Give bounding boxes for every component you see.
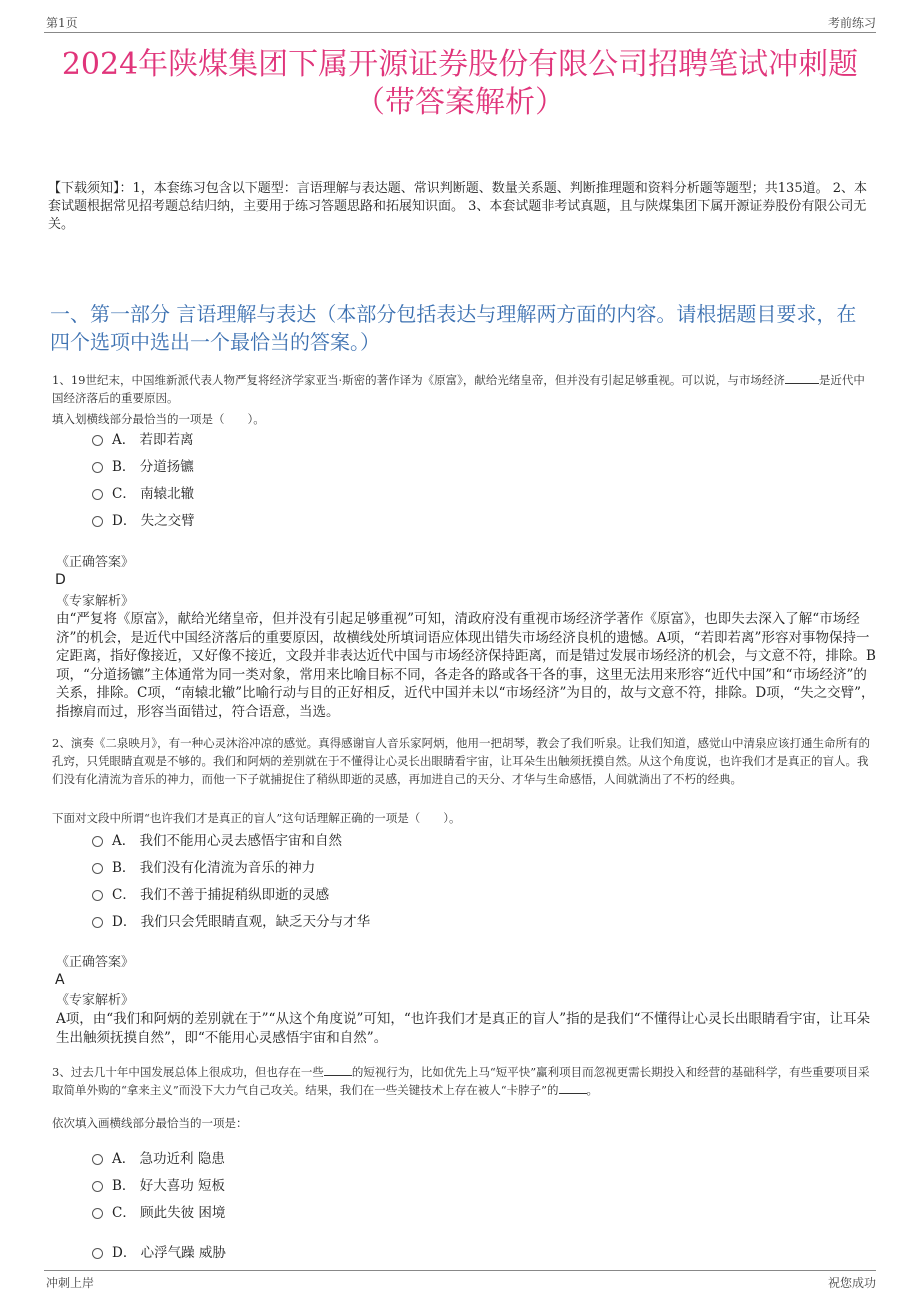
doc-title-line2: （带答案解析） xyxy=(355,85,565,120)
option-text: A． 急功近利 隐患 xyxy=(112,1151,225,1167)
option-text: B． 好大喜功 短板 xyxy=(112,1178,226,1194)
q1-option-a[interactable] xyxy=(92,431,194,449)
option-text: B． 分道扬镳 xyxy=(112,459,194,475)
doc-title-line1: 2024年陕煤集团下属开源证券股份有限公司招聘笔试冲刺题 xyxy=(61,47,859,82)
radio-icon[interactable] xyxy=(92,489,103,500)
q3-option-b[interactable] xyxy=(92,1177,225,1195)
q1-answer: D xyxy=(55,572,66,588)
q1-stem-part-a: 1、19世纪末，中国维新派代表人物严复将经济学家亚当·斯密的著作译为《原富》，献给光绪皇帝，但并没有引起足够重视。可以说，与市场经济 xyxy=(52,373,785,387)
header-divider xyxy=(44,32,876,33)
q2-analysis-label: 《专家解析》 xyxy=(56,993,135,1008)
q3-option-d[interactable] xyxy=(92,1244,226,1262)
option-text: B． 我们没有化清流为音乐的神力 xyxy=(112,860,316,876)
q1-answer-label: 《正确答案》 xyxy=(56,555,135,570)
radio-icon[interactable] xyxy=(92,836,103,847)
question-3-prompt: 依次填入画横线部分最恰当的一项是： xyxy=(52,1116,248,1130)
option-text: C． 我们不善于捕捉稍纵即逝的灵感 xyxy=(112,887,330,903)
section-heading: 一、第一部分 言语理解与表达（本部分包括表达与理解两方面的内容。请根据题目要求，在四个选项中选出一个最恰当的答案。） xyxy=(50,302,857,354)
download-notice: 【下载须知】：1，本套练习包含以下题型：言语理解与表达题、常识判断题、数量关系题、判断推理题和资料分析题等题型；共135道。 2、本套试题根据常见招考题总结归纳，主要用于练习答题思路和拓展知识面。 3、本套试题非考试真题，且与陕煤集团下属开源证券股份有限公司无关。 xyxy=(48,181,867,232)
q3-blank-2 xyxy=(559,1083,587,1094)
question-3-stem xyxy=(52,1063,876,1099)
radio-icon[interactable] xyxy=(92,1181,103,1192)
option-text: C． 顾此失彼 困境 xyxy=(112,1205,226,1221)
q3-blank-1 xyxy=(324,1065,352,1076)
radio-icon[interactable] xyxy=(92,462,103,473)
q2-analysis: A项，由“我们和阿炳的差别就在于”“从这个角度说”可知，“也许我们才是真正的盲人”指的是我们“不懂得让心灵长出眼睛看宇宙，让耳朵生出触须抚摸自然”，即“不能用心灵感悟宇宙和自然”。 xyxy=(56,1011,871,1046)
page-number: 第1页 xyxy=(46,16,78,30)
q3-stem-part-b: 的短视行为，比如优先上马“短平快”赢利项目而忽视更需长期投入和经营的基础科学，有些重要项目采取简单外购的“拿来主义”而没下大力气自己攻关。结果，我们在一些关键技术上存在被人“卡脖子”的 xyxy=(52,1065,870,1097)
q3-stem-part-c: 。 xyxy=(586,1083,599,1097)
q1-option-c[interactable] xyxy=(92,485,194,503)
q1-analysis-label: 《专家解析》 xyxy=(56,594,135,609)
radio-icon[interactable] xyxy=(92,863,103,874)
option-text: D． 心浮气躁 威胁 xyxy=(112,1245,226,1261)
q3-option-a[interactable] xyxy=(92,1150,225,1168)
q3-stem-part-a: 3、过去几十年中国发展总体上很成功，但也存在一些 xyxy=(52,1065,324,1079)
option-text: A． 若即若离 xyxy=(112,432,194,448)
radio-icon[interactable] xyxy=(92,516,103,527)
question-2-stem: 2、演奏《二泉映月》，有一种心灵沐浴冲凉的感觉。真得感谢盲人音乐家阿炳，他用一把胡琴，教会了我们听泉。让我们知道，感觉山中清泉应该打通生命所有的孔窍，只凭眼睛直观是不够的。我们和阿炳的差别就在于不懂得让心灵长出眼睛看宇宙，让耳朵生出触须抚摸自然。从这个角度说，也许我们才是真正的盲人。我们没有化清流为音乐的神力，而他一下子就捕捉住了稍纵即逝的灵感，再加进自己的天分、才华与生命感悟，人间就淌出了不朽的经典。 xyxy=(52,736,871,786)
q1-blank xyxy=(785,373,819,384)
option-text: C． 南辕北辙 xyxy=(112,486,195,502)
question-1-stem xyxy=(52,371,876,407)
q2-option-c[interactable] xyxy=(92,886,329,904)
q2-option-a[interactable] xyxy=(92,832,342,850)
q1-analysis: 由“严复将《原富》，献给光绪皇帝，但并没有引起足够重视”可知，清政府没有重视市场经济学著作《原富》，也即失去深入了解“市场经济”的机会，是近代中国经济落后的重要原因，故横线处所填词语应体现出错失市场经济良机的遗憾。A项，“若即若离”形容对事物保持一定距离，指好像接近，又好像不接近，文段并非表达近代中国与市场经济保持距离，而是错过发展市场经济的机会，与文意不符，排除。B项，“分道扬镳”主体通常为同一类对象，常用来比喻目标不同，各走各的路或各干各的事，这里无法用来形容“近代中国”和“市场经济”的关系，排除。C项，“南辕北辙”比喻行动与目的正好相反，近代中国并未以“市场经济”为目的，故与文意不符，排除。D项，“失之交臂”，指擦肩而过，形容当面错过，符合语意，当选。 xyxy=(56,611,876,720)
q2-answer: A xyxy=(55,972,65,988)
q3-option-c[interactable] xyxy=(92,1204,225,1222)
footer-left-text: 冲刺上岸 xyxy=(46,1276,95,1290)
footer-divider xyxy=(44,1270,876,1271)
header-right-text: 考前练习 xyxy=(827,16,876,30)
q1-option-d[interactable] xyxy=(92,512,195,530)
q1-option-b[interactable] xyxy=(92,458,194,476)
doc-title xyxy=(44,46,876,122)
radio-icon[interactable] xyxy=(92,1248,103,1259)
radio-icon[interactable] xyxy=(92,1154,103,1165)
option-text: A． 我们不能用心灵去感悟宇宙和自然 xyxy=(112,833,343,849)
radio-icon[interactable] xyxy=(92,1208,103,1219)
footer-right-text: 祝您成功 xyxy=(827,1276,876,1290)
question-2-prompt: 下面对文段中所谓“也许我们才是真正的盲人”这句话理解正确的一项是（ ）。 xyxy=(52,811,461,825)
radio-icon[interactable] xyxy=(92,917,103,928)
q2-answer-label: 《正确答案》 xyxy=(56,955,135,970)
q2-option-b[interactable] xyxy=(92,859,315,877)
radio-icon[interactable] xyxy=(92,890,103,901)
question-1-prompt: 填入划横线部分最恰当的一项是（ ）。 xyxy=(52,412,265,426)
option-text: D． 我们只会凭眼睛直观，缺乏天分与才华 xyxy=(112,914,371,930)
radio-icon[interactable] xyxy=(92,435,103,446)
q1-stem-part-b: 是近代中国经济落后的重要原因。 xyxy=(52,373,865,405)
option-text: D． 失之交臂 xyxy=(112,513,195,529)
q2-option-d[interactable] xyxy=(92,913,370,931)
